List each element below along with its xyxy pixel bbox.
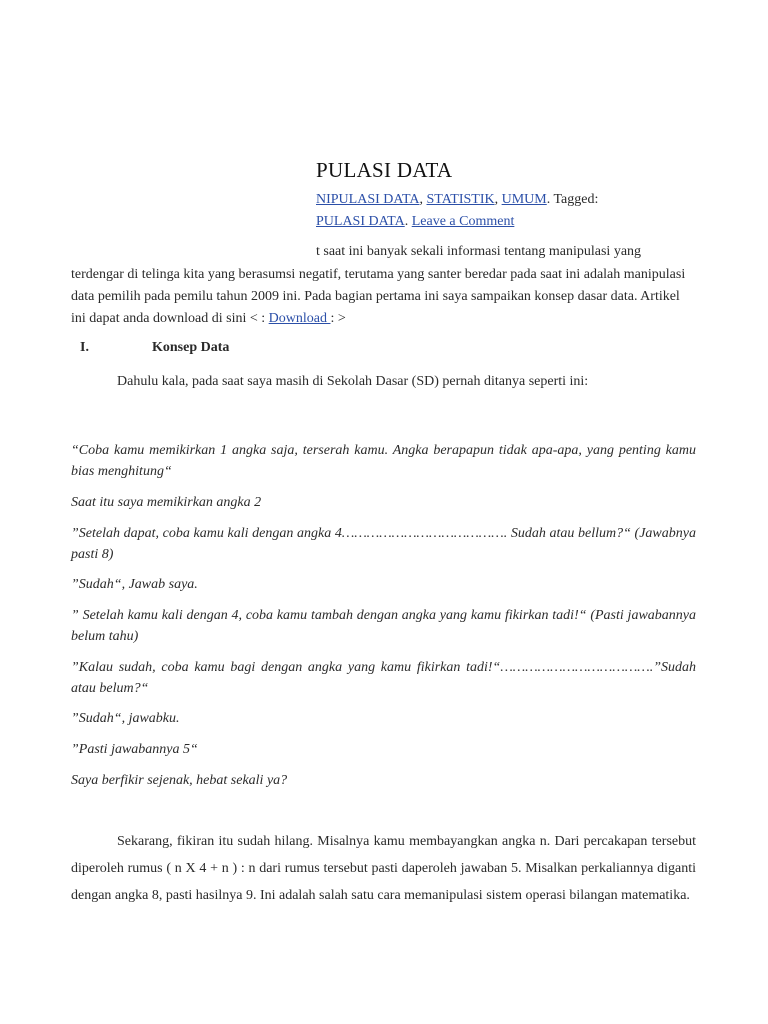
sekarang-text: Sekarang, fikiran itu sudah hilang. Misalnya kamu membayangkan angka n. Dari percakapan tersebut diperoleh rumus ( n X 4 + n ) : n dari rumus tersebut pasti daperoleh jawaban 5. Misalkan perkaliannya diganti dengan angka 8, pasti hasilnya 9. Ini adalah salah satu cara memanipulasi sistem operasi bilangan matematika. bbox=[71, 834, 696, 903]
tag-link-manipulasi-data[interactable]: PULASI DATA bbox=[316, 214, 405, 229]
article-title: PULASI DATA bbox=[316, 158, 453, 182]
dialog-line: Saat itu saya memikirkan angka 2 bbox=[71, 495, 262, 510]
leave-comment-link[interactable]: Leave a Comment bbox=[411, 214, 515, 229]
dialog-line: ” Setelah kamu kali dengan 4, coba kamu tambah dengan angka yang kamu fikirkan tadi!“ (Pasti jawabannya belum tahu) bbox=[71, 608, 696, 644]
dialog-line: ”Pasti jawabannya 5“ bbox=[71, 742, 198, 757]
dialog-line: ”Kalau sudah, coba kamu bagi dengan angka yang kamu fikirkan tadi!“……………………………….”Sudah atau belum?“ bbox=[71, 660, 696, 696]
dialog-line: ”Setelah dapat, coba kamu kali dengan angka 4…………………………………. Sudah atau bellum?“ (Jawabnya pasti 8) bbox=[71, 526, 696, 562]
category-separator: , bbox=[419, 192, 427, 207]
tag-line bbox=[316, 214, 514, 230]
dialog-line: ”Sudah“, jawabku. bbox=[71, 711, 180, 726]
tagged-label: . Tagged: bbox=[546, 192, 599, 207]
dialog-line: ”Sudah“, Jawab saya. bbox=[71, 577, 198, 592]
section-heading bbox=[80, 340, 229, 356]
dialog-line: Saya berfikir sejenak, hebat sekali ya? bbox=[71, 773, 288, 788]
section-title: Konsep Data bbox=[152, 340, 230, 355]
category-link-statistik[interactable]: STATISTIK bbox=[426, 192, 495, 207]
category-link-manipulasi-data[interactable]: NIPULASI DATA bbox=[316, 192, 420, 207]
section-number: I. bbox=[80, 340, 89, 355]
tag-separator: . bbox=[404, 214, 412, 229]
intro-first-line: t saat ini banyak sekali informasi tentang manipulasi yang bbox=[316, 244, 642, 259]
dialog-line: “Coba kamu memikirkan 1 angka saja, terserah kamu. Angka berapapun tidak apa-apa, yang penting kamu bias menghitung“ bbox=[71, 443, 696, 479]
dahulu-paragraph: Dahulu kala, pada saat saya masih di Sekolah Dasar (SD) pernah ditanya seperti ini: bbox=[117, 374, 589, 389]
intro-paragraph bbox=[71, 264, 696, 330]
category-link-umum[interactable]: UMUM bbox=[501, 192, 547, 207]
intro-text: terdengar di telinga kita yang berasumsi negatif, terutama yang santer beredar pada saat ini adalah manipulasi data pemilih pada pemilu tahun 2009 ini. Pada bagian pertama ini saya sampaikan konsep dasar data. Artikel ini dapat anda download di sini < : bbox=[71, 267, 686, 326]
download-tail: : > bbox=[330, 311, 346, 326]
category-separator: , bbox=[494, 192, 502, 207]
download-link[interactable]: Download bbox=[268, 311, 331, 326]
category-line bbox=[316, 192, 598, 208]
sekarang-paragraph bbox=[71, 828, 696, 909]
